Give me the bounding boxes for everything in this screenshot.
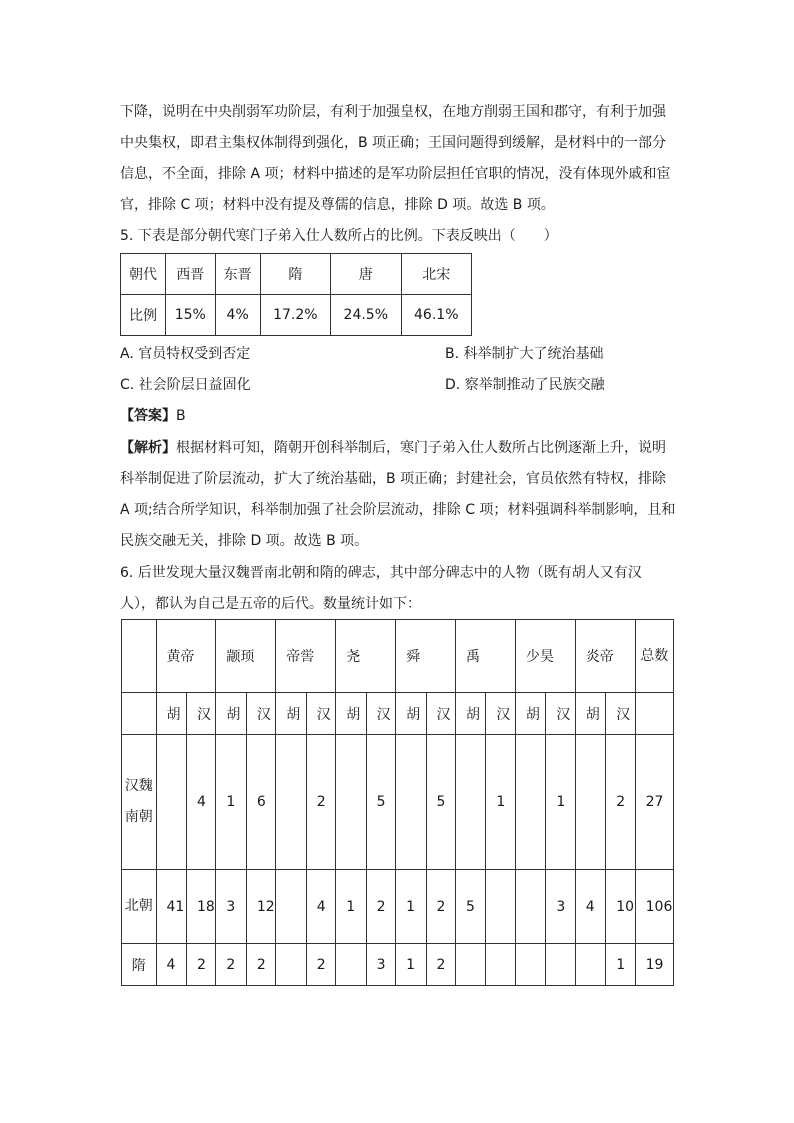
q5-header-cell: 朝代: [121, 254, 166, 295]
q5-table: [120, 253, 472, 336]
hu-header: 胡: [276, 693, 306, 735]
data-cell: [396, 735, 426, 870]
q5-header-cell: 唐: [331, 254, 401, 295]
han-header: 汉: [426, 693, 455, 735]
data-cell: 2: [426, 944, 455, 986]
hu-header: 胡: [455, 693, 485, 735]
data-cell: [336, 735, 366, 870]
total-cell: 19: [635, 944, 673, 986]
data-cell: 4: [306, 870, 335, 944]
data-cell: [156, 735, 186, 870]
han-header: 汉: [486, 693, 515, 735]
emperor-header: 舜: [396, 620, 456, 693]
data-cell: [575, 735, 605, 870]
data-cell: 5: [366, 735, 395, 870]
han-header: 汉: [546, 693, 575, 735]
q5-value-cell: 4%: [215, 295, 260, 336]
q5-option-b: B. 科举制扩大了统治基础: [445, 346, 604, 362]
data-cell: 41: [156, 870, 186, 944]
data-cell: 3: [366, 944, 395, 986]
emperor-header: 炎帝: [575, 620, 635, 693]
analysis-text: 根据材料可知，隋朝开创科举制后，寒门子弟入仕人数所占比例逐渐上升，说明: [176, 440, 666, 456]
hu-header: 胡: [336, 693, 366, 735]
answer-label: 【答案】: [120, 408, 176, 424]
data-cell: [486, 870, 515, 944]
data-cell: 10: [606, 870, 635, 944]
q5-value-cell: 比例: [121, 295, 166, 336]
data-cell: 3: [546, 870, 575, 944]
empty-cell: [122, 693, 157, 735]
q6-stem: 人），都认为自己是五帝的后代。数量统计如下：: [120, 596, 421, 612]
data-cell: 1: [216, 735, 246, 870]
data-cell: 1: [396, 944, 426, 986]
han-header: 汉: [366, 693, 395, 735]
q5-header-cell: 西晋: [165, 254, 215, 295]
data-cell: 2: [606, 735, 635, 870]
total-cell: 106: [635, 870, 673, 944]
total-cell: 27: [635, 735, 673, 870]
data-cell: [455, 944, 485, 986]
data-cell: 2: [216, 944, 246, 986]
q5-stem: 5. 下表是部分朝代寒门子弟入仕人数所占的比例。下表反映出（ ）: [120, 228, 558, 244]
total-header: 总数: [635, 620, 673, 693]
data-cell: 1: [546, 735, 575, 870]
emperor-header: 颛顼: [216, 620, 276, 693]
corner-cell: [122, 620, 157, 693]
data-cell: 2: [366, 870, 395, 944]
data-cell: 2: [426, 870, 455, 944]
q6-stem: 6. 后世发现大量汉魏晋南北朝和隋的碑志，其中部分碑志中的人物（既有胡人又有汉: [120, 565, 642, 581]
data-cell: 4: [575, 870, 605, 944]
data-cell: 4: [156, 944, 186, 986]
q5-analysis-line: 民族交融无关，排除 D 项。故选 B 项。: [120, 533, 369, 549]
prev-analysis-line: 中央集权，即君主集权体制得到强化，B 项正确；王国问题得到缓解，是材料中的一部分: [120, 135, 667, 151]
row-label-han-wei-southern: 汉魏南朝: [122, 735, 157, 870]
data-cell: [276, 735, 306, 870]
q5-value-cell: 24.5%: [331, 295, 401, 336]
q6-table: [121, 619, 674, 986]
han-header: 汉: [306, 693, 335, 735]
data-cell: 2: [186, 944, 215, 986]
data-cell: [515, 944, 545, 986]
q5-value-cell: 46.1%: [401, 295, 471, 336]
data-cell: 18: [186, 870, 215, 944]
data-cell: 5: [426, 735, 455, 870]
data-cell: [546, 944, 575, 986]
data-cell: 12: [246, 870, 275, 944]
q5-analysis-line: 科举制促进了阶层流动，扩大了统治基础，B 项正确；封建社会，官员依然有特权，排除: [120, 471, 667, 487]
han-header: 汉: [186, 693, 215, 735]
row-label-sui: 隋: [122, 944, 157, 986]
q5-analysis-line: A 项;结合所学知识，科举制加强了社会阶层流动，排除 C 项；材料强调科举制影响，且和: [120, 502, 676, 518]
data-cell: 1: [396, 870, 426, 944]
row-label-northern: 北朝: [122, 870, 157, 944]
q5-analysis-line: [120, 439, 666, 457]
prev-analysis-line: 官，排除 C 项；材料中没有提及尊儒的信息，排除 D 项。故选 B 项。: [120, 197, 555, 213]
q5-value-cell: 17.2%: [260, 295, 330, 336]
data-cell: 4: [186, 735, 215, 870]
data-cell: [486, 944, 515, 986]
q5-header-cell: 东晋: [215, 254, 260, 295]
q5-option-c: C. 社会阶层日益固化: [120, 377, 251, 393]
data-cell: [336, 944, 366, 986]
q5-answer: [120, 407, 186, 425]
hu-header: 胡: [216, 693, 246, 735]
q5-option-d: D. 察举制推动了民族交融: [445, 377, 605, 393]
data-cell: 2: [306, 735, 335, 870]
emperor-header: 黄帝: [156, 620, 216, 693]
prev-analysis-line: 信息，不全面，排除 A 项；材料中描述的是军功阶层担任官职的情况，没有体现外戚和宦: [120, 166, 671, 182]
emperor-header: 帝喾: [276, 620, 336, 693]
emperor-header: 尧: [336, 620, 396, 693]
data-cell: [276, 944, 306, 986]
empty-cell: [635, 693, 673, 735]
hu-header: 胡: [575, 693, 605, 735]
hu-header: 胡: [156, 693, 186, 735]
q5-option-a: A. 官员特权受到否定: [120, 346, 251, 362]
q5-header-cell: 北宋: [401, 254, 471, 295]
data-cell: [455, 735, 485, 870]
han-header: 汉: [606, 693, 635, 735]
data-cell: [575, 944, 605, 986]
data-cell: 1: [336, 870, 366, 944]
q5-value-cell: 15%: [165, 295, 215, 336]
hu-header: 胡: [396, 693, 426, 735]
data-cell: 5: [455, 870, 485, 944]
emperor-header: 禹: [455, 620, 515, 693]
data-cell: 1: [486, 735, 515, 870]
data-cell: 2: [246, 944, 275, 986]
data-cell: [276, 870, 306, 944]
data-cell: 3: [216, 870, 246, 944]
data-cell: 1: [606, 944, 635, 986]
han-header: 汉: [246, 693, 275, 735]
analysis-label: 【解析】: [120, 440, 176, 456]
data-cell: 6: [246, 735, 275, 870]
hu-header: 胡: [515, 693, 545, 735]
q5-header-cell: 隋: [260, 254, 330, 295]
data-cell: [515, 735, 545, 870]
answer-value: B: [176, 408, 186, 424]
emperor-header: 少昊: [515, 620, 575, 693]
data-cell: [515, 870, 545, 944]
prev-analysis-line: 下降，说明在中央削弱军功阶层，有利于加强皇权，在地方削弱王国和郡守，有利于加强: [120, 104, 666, 120]
data-cell: 2: [306, 944, 335, 986]
